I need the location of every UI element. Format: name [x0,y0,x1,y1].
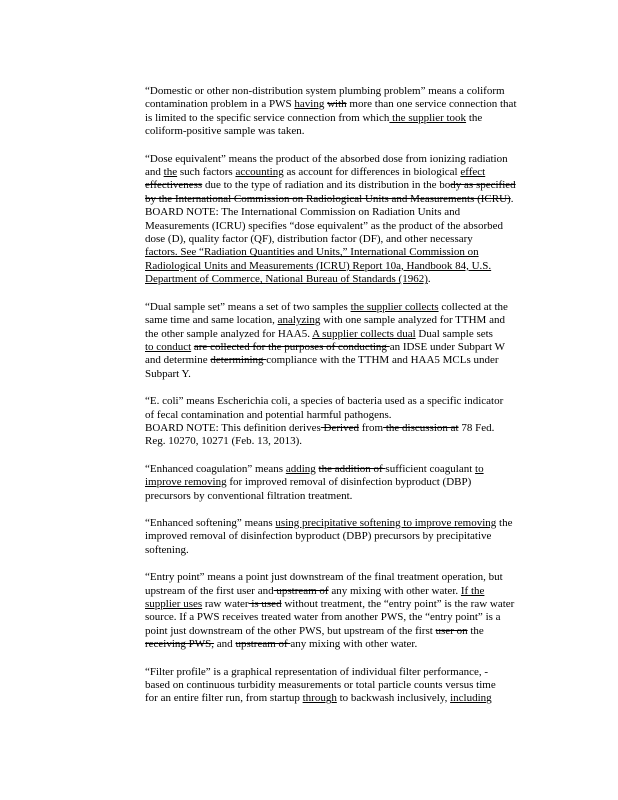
deleted-text: the discussion at [383,421,459,434]
text-run: Measurements (ICRU) specifies “dose equivalent” as the product of the absorbed [145,219,503,232]
text-line [145,692,555,705]
inserted-text: adding [285,462,316,475]
deleted-text: is used [248,598,282,610]
definition-dual-sample-set [145,301,555,381]
deleted-text: upstream of [273,584,329,597]
inserted-text: improve removing [145,476,227,489]
text-run: coliform-positive sample was taken. [145,125,305,138]
text-run: “Enhanced coagulation” means [145,462,286,475]
text-run: an IDSE under Subpart W [389,340,505,353]
text-line [145,260,555,273]
text-run: compliance with the TTHM and HAA5 MCLs under [266,354,499,367]
inserted-text: to conduct [145,340,192,353]
text-run: “E. coli” means Escherichia coli, a species of bacteria used as a specific indicator [145,395,504,408]
text-run: 78 Fed. [458,421,495,434]
text-line [145,611,555,624]
inserted-text: including [450,692,492,705]
text-run: with one sample analyzed for TTHM and [320,314,505,327]
text-line [145,585,555,598]
text-line [145,530,555,543]
inserted-text: effect [460,166,486,179]
definition-enhanced-coagulation [145,463,555,503]
text-line [145,246,555,259]
text-line [145,598,555,611]
text-line [145,368,555,381]
text-line [145,112,555,125]
inserted-text: through [302,692,337,705]
text-run: more than one service connection that [346,98,517,111]
text-run: Dual sample sets [415,327,493,340]
inserted-text: using precipitative softening to improve removing [275,516,497,529]
text-run: “Dose equivalent” means the product of the absorbed dose from ionizing radiation [145,152,508,165]
text-run: contamination problem in a PWS [145,98,295,111]
inserted-text: A supplier collects dual [312,327,416,340]
text-line [145,328,555,341]
definition-enhanced-softening [145,517,555,557]
text-run: and [145,166,164,179]
deleted-text: the addition of [318,462,386,475]
definition-e-coli [145,395,555,449]
deleted-text: receiving PWS, [145,638,215,651]
inserted-text: supplier uses [145,598,203,610]
text-line [145,435,555,448]
text-run: “Dual sample set” means a set of two samples [145,300,351,313]
text-line [145,354,555,367]
text-run: of fecal contamination and potential harmful pathogens. [145,408,392,421]
deleted-text: by the International Commission on Radiological Units and Measurements (ICRU) [145,192,511,205]
text-run: is limited to the specific service connection from which [145,111,390,124]
text-run: . [510,192,514,205]
text-line [145,422,555,435]
text-run: “Domestic or other non-distribution system plumbing problem” means a coliform [145,85,505,97]
deleted-text: dy as specified [450,179,516,192]
text-line [145,153,555,166]
text-line [145,314,555,327]
text-line [145,85,555,98]
text-line [145,625,555,638]
inserted-text: analyzing [277,314,321,327]
text-run: BOARD NOTE: This definition derives [145,421,321,434]
text-run: point just downstream of the other PWS, but upstream of the first [145,624,436,637]
text-run: dose (D), quality factor (QF), distribution factor (DF), and other necessary [145,233,473,246]
text-line [145,638,555,651]
text-run: as account for differences in biological [283,166,461,179]
text-run: any mixing with other water. [328,584,461,597]
text-line [145,571,555,584]
text-run: upstream of the first user and [145,584,274,597]
inserted-text: the supplier collects [350,300,439,313]
inserted-text: the [163,166,178,179]
text-run: precursors by conventional filtration treatment. [145,489,353,502]
document-body [145,85,555,720]
text-line [145,666,555,679]
text-line [145,517,555,530]
text-run: and [214,638,236,651]
text-run: improved removal of disinfection byproduct (DBP) precursors by precipitative [145,530,492,543]
text-line [145,301,555,314]
deleted-text: upstream of [235,638,291,651]
text-run: collected at the [438,300,508,313]
text-run: softening. [145,543,189,556]
text-run: “Enhanced softening” means [145,516,276,529]
text-line [145,233,555,246]
definition-filter-profile [145,666,555,706]
text-run: source. If a PWS receives treated water from another PWS, the “entry point” is a [145,611,501,624]
deleted-text: determining [210,354,267,367]
text-run: and determine [145,354,211,367]
text-run: “Filter profile” is a graphical representation of individual filter performance, - [145,665,488,678]
text-line [145,463,555,476]
text-run: the [466,111,483,124]
deleted-text: user on [435,624,468,637]
inserted-text: Department of Commerce, National Bureau of Standards (1962) [145,273,428,286]
inserted-text: having [294,98,325,111]
text-line [145,166,555,179]
text-line [145,179,555,192]
deleted-text: are collected for the purposes of conducting [193,340,390,353]
inserted-text: factors. See “Radiation Quantities and Units,” International Commission on [145,246,479,259]
text-run: the [467,624,484,637]
text-run: the other sample analyzed for HAA5. [145,327,313,340]
text-run: any mixing with other water. [290,638,418,651]
inserted-text: the supplier took [389,111,467,124]
text-run: for an entire filter run, from startup [145,692,303,705]
definition-dose-equivalent [145,153,555,287]
deleted-text: with [327,98,347,111]
inserted-text: accounting [235,166,284,179]
text-line [145,98,555,111]
text-line [145,206,555,219]
text-line [145,395,555,408]
text-run: from [358,421,384,434]
text-line [145,273,555,286]
definition-entry-point [145,571,555,651]
text-run: to backwash inclusively, [336,692,451,705]
text-run: . [427,273,431,286]
text-line [145,544,555,557]
text-run: Reg. 10270, 10271 (Feb. 13, 2013). [145,435,303,448]
deleted-text: Derived [320,421,359,434]
text-run: Subpart Y. [145,367,191,380]
text-line [145,409,555,422]
text-run: without treatment, the “entry point” is the raw water [281,598,515,610]
inserted-text: Radiological Units and Measurements (ICRU) Report 10a, Handbook 84, U.S. [145,259,492,272]
text-line [145,476,555,489]
inserted-text: to [475,462,484,475]
text-run: the [496,516,513,529]
text-line [145,220,555,233]
text-run: “Entry point” means a point just downstream of the final treatment operation, but [145,571,503,584]
text-run: based on continuous turbidity measurements or total particle counts versus time [145,679,496,692]
text-line [145,490,555,503]
text-line [145,341,555,354]
deleted-text: effectiveness [145,179,203,192]
text-run: due to the type of radiation and its distribution in the bo [202,179,451,192]
text-run: BOARD NOTE: The International Commission on Radiation Units and [145,206,461,219]
text-line [145,679,555,692]
text-run: sufficient coagulant [385,462,476,475]
text-run: for improved removal of disinfection byproduct (DBP) [226,476,472,489]
text-line [145,193,555,206]
text-run: same time and same location, [145,314,278,327]
inserted-text: If the [460,584,485,597]
text-run: raw water [202,598,249,610]
definition-domestic-problem [145,85,555,139]
text-run: such factors [177,166,236,179]
text-line [145,125,555,138]
